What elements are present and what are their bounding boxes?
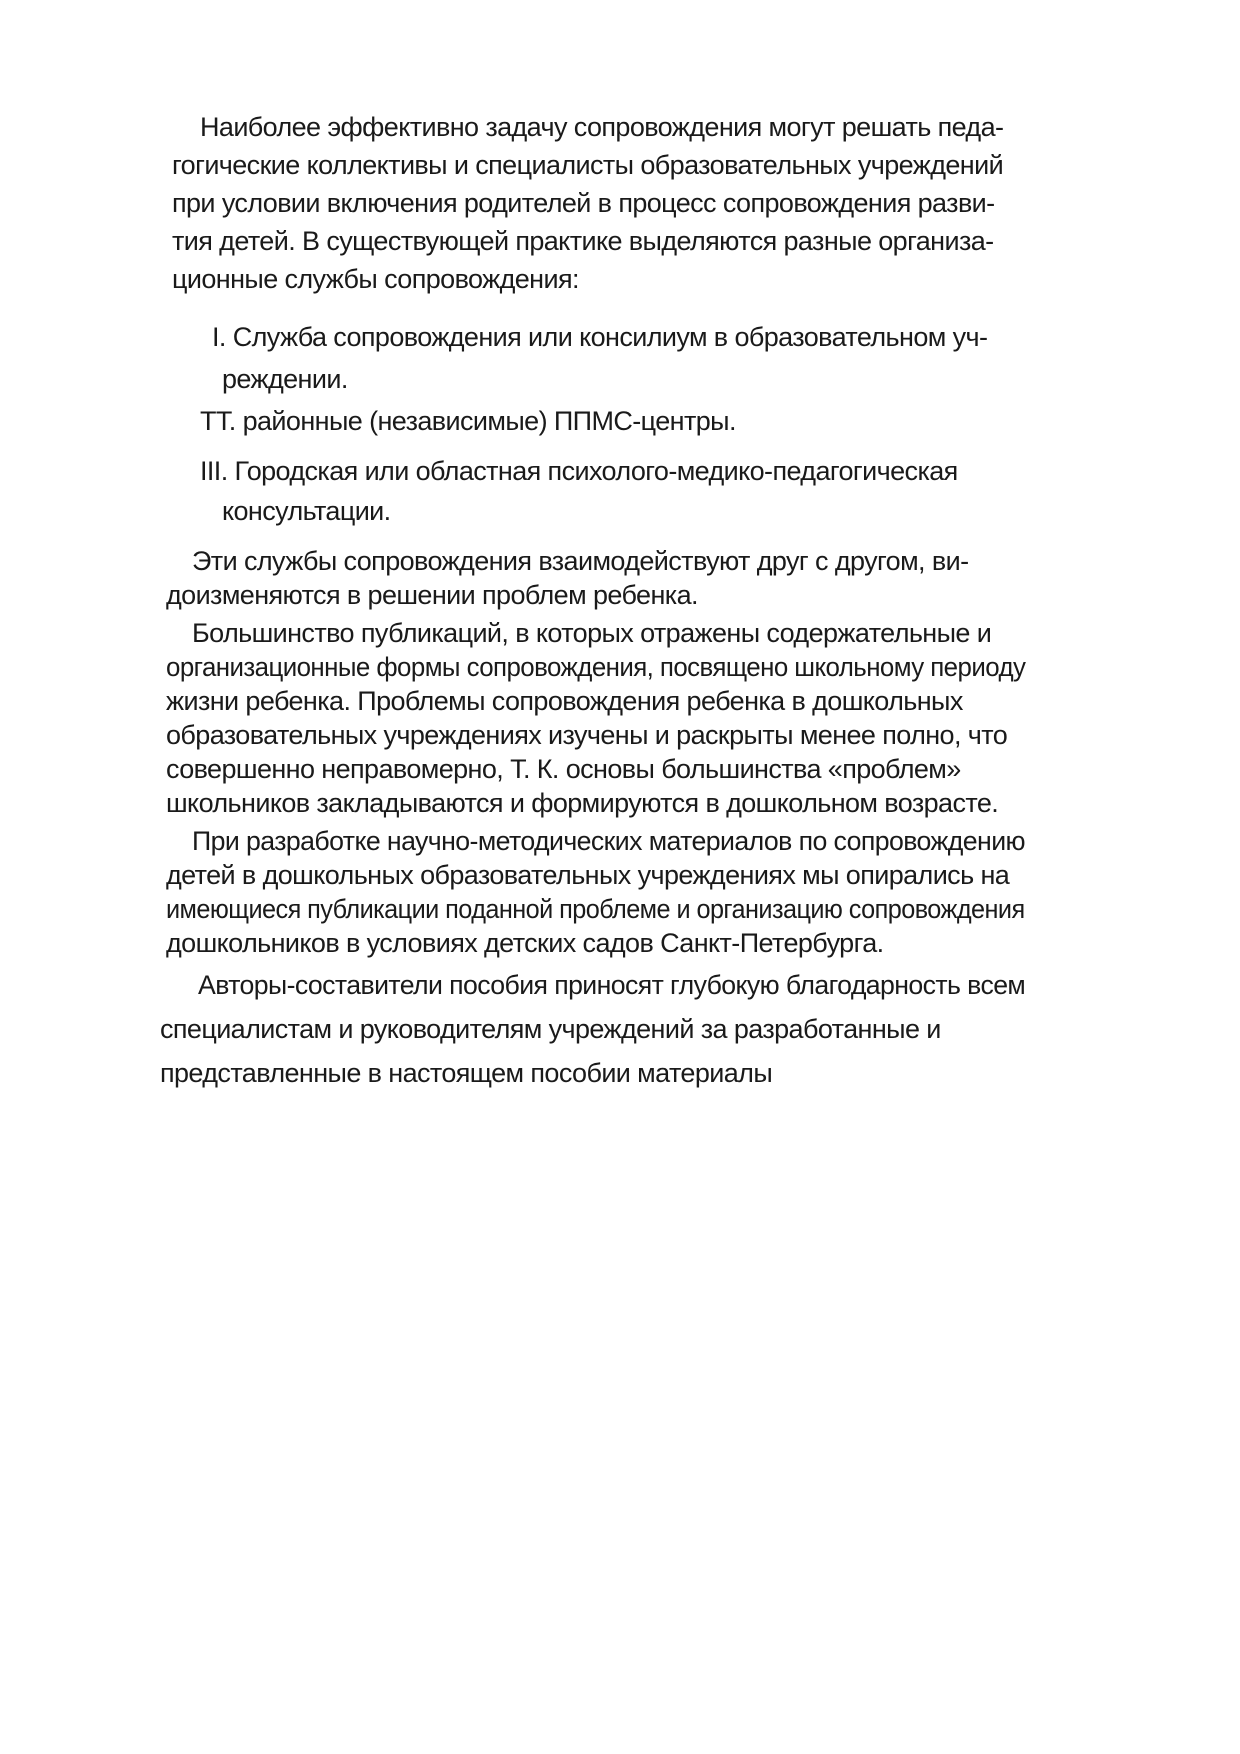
text-line: При разработке научно-методических материалов по сопровождению — [192, 826, 1025, 856]
text-line: доизменяются в решении проблем ребенка. — [166, 580, 698, 610]
text-line: совершенно неправомерно, Т. К. основы большинства «проблем» — [166, 754, 961, 784]
text-line: гогические коллективы и специалисты образовательных учреждений — [172, 150, 1004, 180]
text-line: организационные формы сопровождения, посвящено школьному периоду — [166, 652, 1026, 682]
text-line: Авторы-составители пособия приносят глубокую благодарность всем — [198, 970, 1026, 1000]
text-line: при условии включения родителей в процесс сопровождения разви- — [172, 188, 995, 218]
text-line: Эти службы сопровождения взаимодействуют друг с другом, ви- — [192, 546, 969, 576]
text-line: имеющиеся публикации поданной проблеме и организацию сопровождения — [166, 894, 1025, 924]
list-item: ТТ. районные (независимые) ППМС-центры. — [200, 406, 736, 436]
text-line: дошкольников в условиях детских садов Санкт-Петербурга. — [166, 928, 884, 958]
text-line: Большинство публикаций, в которых отражены содержательные и — [192, 618, 992, 648]
list-item: I. Служба сопровождения или консилиум в образовательном уч- — [212, 322, 988, 352]
list-item-continuation: реждении. — [222, 364, 348, 394]
text-line: школьников закладываются и формируются в дошкольном возрасте. — [166, 788, 999, 818]
text-line: специалистам и руководителям учреждений за разработанные и — [160, 1014, 941, 1044]
text-line: тия детей. В существующей практике выделяются разные организа- — [172, 226, 994, 256]
list-item: III. Городская или областная психолого-медико-педагогическая — [200, 456, 958, 486]
text-line: образовательных учреждениях изучены и раскрыты менее полно, что — [166, 720, 1008, 750]
text-line: Наиболее эффективно задачу сопровождения могут решать педа- — [200, 112, 1004, 142]
text-line: представленные в настоящем пособии материалы — [160, 1058, 773, 1088]
text-line: детей в дошкольных образовательных учреждениях мы опирались на — [166, 860, 1010, 890]
text-line: жизни ребенка. Проблемы сопровождения ребенка в дошкольных — [166, 686, 963, 716]
text-line: ционные службы сопровождения: — [172, 264, 579, 294]
list-item-continuation: консультации. — [222, 496, 391, 526]
